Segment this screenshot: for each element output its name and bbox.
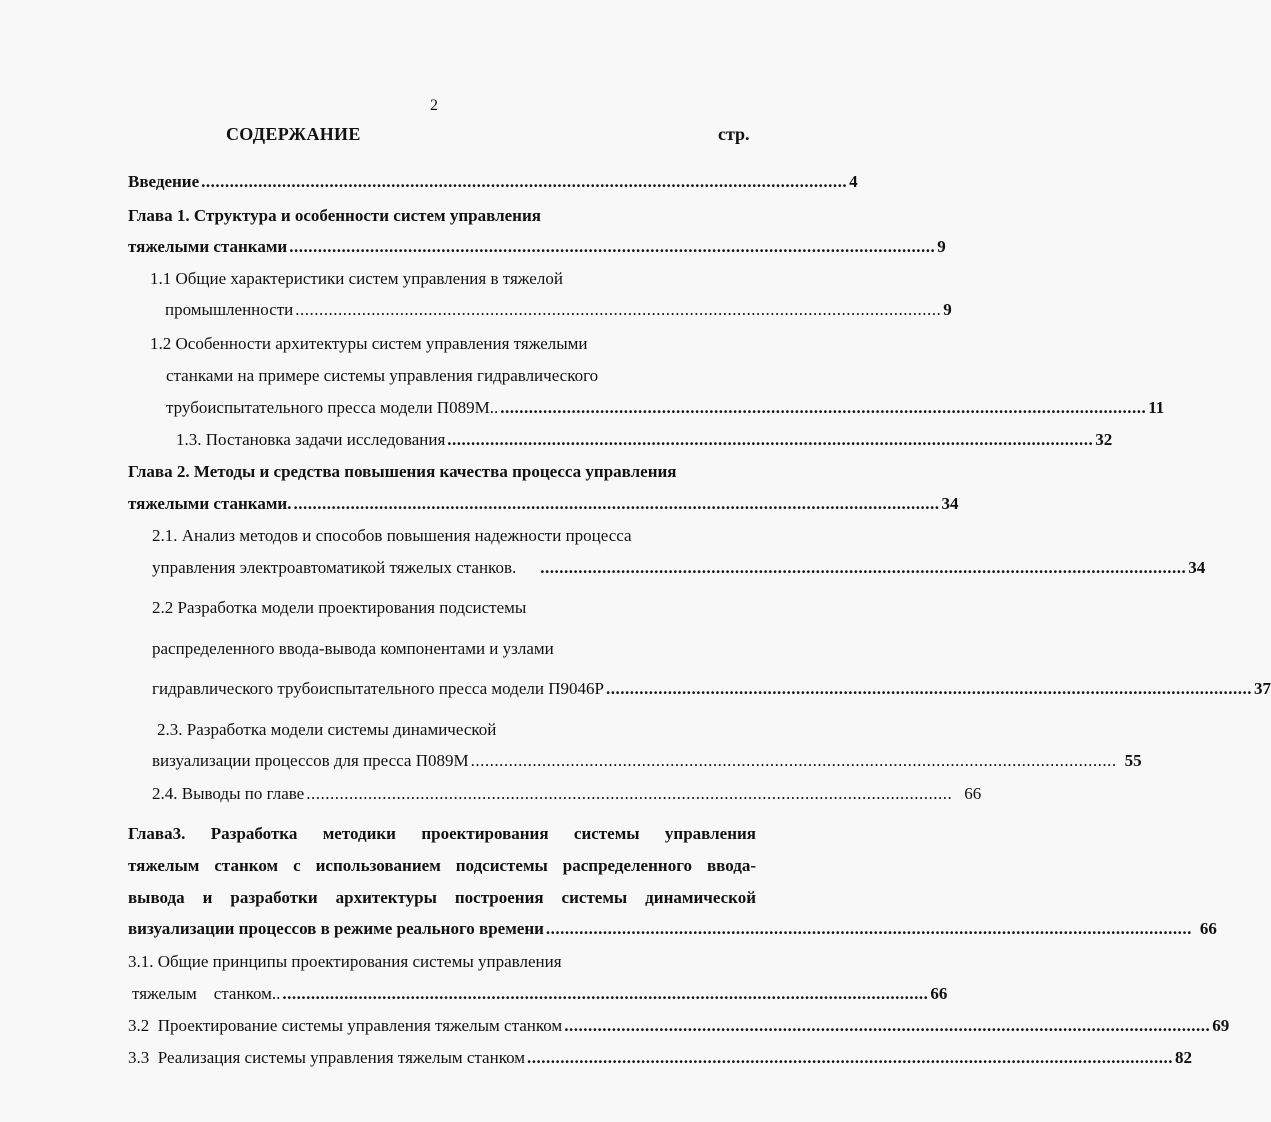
dot-leader: ........................................................................................................................................	[293, 494, 940, 513]
toc-entry-title: тяжелыми станками.	[128, 494, 292, 513]
toc-page-number: 9	[943, 300, 952, 319]
toc-entry-section-3-2	[128, 1016, 1230, 1036]
toc-entry-chapter-3	[128, 919, 1217, 939]
page-number: 2	[430, 97, 438, 114]
dot-leader: ........................................................................................................................................	[527, 1048, 1174, 1067]
toc-page-number: 9	[937, 237, 946, 256]
toc-chapter-3-line3: вывода и разработки архитектуры построения системы динамической	[128, 888, 756, 907]
dot-leader: ........................................................................................................................................	[605, 679, 1252, 698]
toc-entry-title: тяжелым станком..	[132, 984, 281, 1003]
dot-leader: ........................................................................................................................................	[545, 919, 1192, 938]
toc-page-number: 55	[1124, 751, 1142, 770]
toc-page-number: 32	[1095, 430, 1113, 449]
toc-entry-title: трубоиспытательного пресса модели П089М..	[166, 398, 499, 417]
dot-leader: ........................................................................................................................................	[282, 984, 929, 1003]
toc-page-number: 66	[964, 784, 982, 803]
dot-leader: ........................................................................................................................................	[201, 172, 848, 191]
toc-entry-section-2-2	[152, 679, 1271, 699]
dot-leader: ........................................................................................................................................	[289, 237, 936, 256]
toc-section-2-1-line1: 2.1. Анализ методов и способов повышения надежности процесса	[152, 526, 632, 545]
toc-chapter-2-line1: Глава 2. Методы и средства повышения качества процесса управления	[128, 462, 677, 481]
dot-leader: ........................................................................................................................................	[470, 751, 1117, 770]
toc-entry-section-2-1	[152, 558, 1206, 578]
toc-page-number: 11	[1148, 398, 1165, 417]
toc-entry-title: тяжелыми станками	[128, 237, 288, 256]
toc-entry-section-2-4	[152, 784, 982, 804]
toc-entry-chapter-2	[128, 494, 959, 514]
toc-entry-section-3-1	[132, 984, 948, 1004]
toc-page-number: 82	[1175, 1048, 1193, 1067]
toc-entry-title: 1.3. Постановка задачи исследования	[176, 430, 446, 449]
toc-entry-title: 3.2 Проектирование системы управления тяжелым станком	[128, 1016, 563, 1035]
toc-chapter-3-line1: Глава3. Разработка методики проектирования системы управления	[128, 824, 756, 843]
toc-section-1-2-line2: станками на примере системы управления гидравлического	[166, 366, 599, 385]
toc-chapter-3-line2: тяжелым станком с использованием подсистемы распределенного ввода-	[128, 856, 756, 875]
toc-section-1-1-line1: 1.1 Общие характеристики систем управления в тяжелой	[150, 269, 563, 288]
dot-leader: ........................................................................................................................................	[306, 784, 953, 803]
toc-page-number: 34	[941, 494, 959, 513]
toc-page-number: 4	[849, 172, 858, 191]
toc-entry-title: гидравлического трубоиспытательного пресса модели П9046Р	[152, 679, 604, 698]
toc-section-1-2-line1: 1.2 Особенности архитектуры систем управления тяжелыми	[150, 334, 588, 353]
dot-leader: ........................................................................................................................................	[447, 430, 1094, 449]
toc-page-number: 34	[1188, 558, 1206, 577]
toc-entry-section-1-1	[165, 300, 952, 320]
toc-page-number: 66	[1199, 919, 1217, 938]
toc-entry-chapter-1	[128, 237, 946, 257]
toc-entry-title: управления электроавтоматикой тяжелых станков.	[152, 558, 517, 577]
toc-page-number: 66	[930, 984, 948, 1003]
dot-leader: ........................................................................................................................................	[564, 1016, 1211, 1035]
toc-chapter-1-line1: Глава 1. Структура и особенности систем управления	[128, 206, 541, 225]
toc-section-2-2-line1: 2.2 Разработка модели проектирования подсистемы	[152, 598, 527, 617]
toc-section-2-2-line2: распределенного ввода-вывода компонентами и узлами	[152, 639, 554, 658]
toc-entry-section-1-3	[176, 430, 1113, 450]
toc-page-number: 69	[1212, 1016, 1230, 1035]
toc-page-number: 37	[1253, 679, 1271, 698]
toc-entry-section-2-3	[152, 751, 1142, 771]
dot-leader: ........................................................................................................................................	[295, 300, 942, 319]
toc-entry-section-1-2	[166, 398, 1165, 418]
toc-section-2-3-line1: 2.3. Разработка модели системы динамической	[157, 720, 497, 739]
toc-section-3-1-line1: 3.1. Общие принципы проектирования системы управления	[128, 952, 562, 971]
toc-entry-title: визуализации процессов в режиме реального времени	[128, 919, 544, 938]
dot-leader: ........................................................................................................................................	[540, 558, 1187, 577]
page-column-label: стр.	[718, 124, 750, 144]
toc-entry-title: промышленности	[165, 300, 294, 319]
toc-entry-title: Введение	[128, 172, 200, 191]
page-title: СОДЕРЖАНИЕ	[226, 124, 361, 144]
toc-entry-intro	[128, 172, 858, 192]
toc-entry-title: 3.3 Реализация системы управления тяжелым станком	[128, 1048, 526, 1067]
toc-entry-title: визуализации процессов для пресса П089М	[152, 751, 469, 770]
toc-entry-title: 2.4. Выводы по главе	[152, 784, 305, 803]
toc-entry-section-3-3	[128, 1048, 1193, 1068]
dot-leader: ........................................................................................................................................	[500, 398, 1147, 417]
